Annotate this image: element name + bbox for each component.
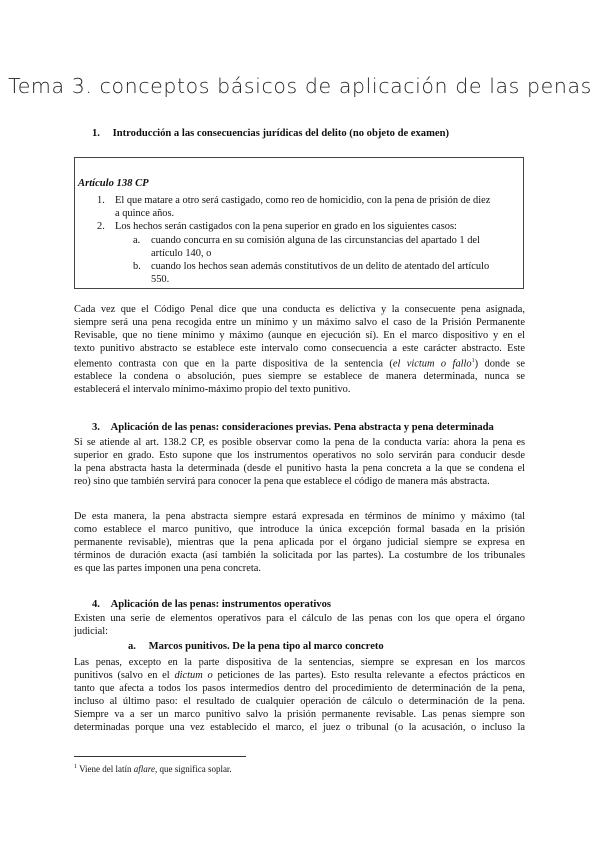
article-138-box (74, 157, 524, 289)
subsection-4a-title: Marcos punitivos. De la pena tipo al marco concreto (148, 641, 384, 652)
article-sub-b-line-2: 550. (151, 274, 170, 285)
article-sub-a-line-1: cuando concurra en su comisión alguna de las circunstancias del apartado 1 del (151, 235, 480, 246)
paragraph-5-line: incluso al último paso: el resultado de cualquier operación de cálculo o determinación de la pena. (74, 696, 525, 707)
paragraph-2-line: superior en grado. Esto supone que los instrumentos operativos no solo servirán para conducir desde (74, 450, 525, 461)
footnote (74, 764, 232, 774)
footnote-text: Viene del latín (77, 764, 134, 774)
section-1-number: 1. (92, 128, 100, 139)
article-sub-a-line-2: artículo 140, o (151, 248, 212, 259)
paragraph-3-line: como establece el marco punitivo, que introduce la única excepción formal basada en la prisión (74, 524, 525, 535)
section-3-number: 3. (92, 422, 100, 433)
article-sub-a-letter: a. (133, 235, 141, 246)
paragraph-5-text: punitivos (salvo en el (74, 670, 175, 681)
paragraph-5-line: Siempre va a ser un marco punitivo salvo la prisión permanente revisable. Las penas siempre son (74, 709, 525, 720)
page-title: Tema 3. conceptos básicos de aplicación de las penas (8, 74, 592, 98)
article-item-2-number: 2. (97, 221, 105, 232)
paragraph-1-line: Revisable, que no tiene mínimo y máximo (aunque en ejecución sí). En el marco dispositivo y en el (74, 330, 525, 341)
paragraph-5-line (74, 669, 525, 682)
footnote-italic: aflare (133, 764, 155, 774)
paragraph-3-line: es que las partes imponen una pena concreta. (74, 563, 261, 574)
section-4-heading (92, 599, 331, 610)
paragraph-5-line: Las penas, excepto en la parte dispositiva de la sentencias, siempre se expresan en los marcos (74, 657, 525, 668)
paragraph-2-line: Si se atiende al art. 138.2 CP, es posible observar como la pena de la conducta varía: ahora la pena es (74, 437, 525, 448)
article-sub-b-line-1: cuando los hechos sean además constitutivos de un delito de atentado del artículo (151, 261, 490, 272)
paragraph-5 (74, 656, 525, 734)
article-item-1-number: 1. (97, 195, 105, 206)
paragraph-3 (74, 510, 525, 575)
paragraph-1-line: siempre será una pena recogida entre un mínimo y un máximo salvo el caso de la Prisión Permanente (74, 317, 525, 328)
paragraph-1-line: establece la condena o absolución, pues siempre se establece de manera determinada, nunca se (74, 371, 525, 383)
section-1-title: Introducción a las consecuencias jurídicas del delito (no objeto de examen) (112, 128, 450, 139)
footnote-divider (74, 756, 246, 757)
article-sub-b-letter: b. (133, 261, 141, 272)
paragraph-2-line: la pena abstracta hasta la determinada (desde el punitivo hasta la pena concreta a la que se condena el (74, 463, 525, 474)
paragraph-3-line: De esta manera, la pena abstracta siempre estará expresada en términos de mínimo y máximo (tal (74, 511, 525, 522)
footnote-number: 1 (74, 764, 77, 770)
paragraph-5-italic: dictum o (174, 670, 213, 681)
article-title: Artículo 138 CP (78, 178, 149, 189)
section-4-number: 4. (92, 599, 100, 610)
paragraph-3-line: permanente revisable), mientras que la pena aplicada por el órgano judicial siempre se expresa en (74, 537, 525, 548)
subsection-4a-heading (128, 641, 384, 652)
paragraph-2-line: reo) sino que también servirá para conocer la pena que establece el código de manera más abstracta. (74, 476, 490, 487)
section-3-title: Aplicación de las penas: consideraciones previas. Pena abstracta y pena determinada (110, 422, 494, 433)
section-4-title: Aplicación de las penas: instrumentos operativos (110, 599, 332, 610)
paragraph-1-italic: el victum o fallo (392, 358, 472, 370)
paragraph-1-line: texto punitivo abstracto se establece este intervalo como consecuencia a este carácter abstracto. Este (74, 343, 525, 354)
article-item-2-line-1: Los hechos serán castigados con la pena superior en grado en los siguientes casos: (115, 221, 457, 232)
article-item-1-line-1: El que matare a otro será castigado, como reo de homicidio, con la pena de prisión de diez (115, 195, 491, 206)
footnote-text: , que significa soplar. (154, 764, 232, 774)
footnote-ref: 1 (471, 358, 475, 364)
paragraph-1-text: ) donde se (474, 358, 525, 370)
paragraph-1-line: Cada vez que el Código Penal dice que una conducta es delictiva y la consecuente pena asignada, (74, 304, 525, 315)
paragraph-4-line: judicial: (74, 626, 109, 637)
paragraph-1 (74, 303, 525, 396)
paragraph-1-text: elemento contrasta con que en la parte dispositiva de la sentencia ( (74, 358, 393, 370)
article-item-1-line-2: a quince años. (115, 208, 175, 219)
paragraph-5-line: tanto que afecta a todos los pasos intermedios dentro del procedimiento de determinación de la pena, (74, 683, 525, 694)
section-3-heading (92, 422, 494, 433)
paragraph-4-line: Existen una serie de elementos operativos para el cálculo de las penas con los que opera el órgano (74, 613, 525, 624)
subsection-4a-letter: a. (128, 641, 136, 652)
paragraph-5-text: peticiones de las partes). Esto resulta relevante a efectos prácticos en (212, 670, 525, 681)
paragraph-2 (74, 436, 525, 488)
paragraph-1-line: establecerá el intervalo mínimo-máximo propio del texto punitivo. (74, 384, 351, 396)
paragraph-5-line: determinadas porque una vez establecido el marco, el juez o tribunal (o la acusación, o incluso la (74, 722, 525, 733)
section-1-heading (92, 128, 449, 139)
paragraph-1-line (74, 355, 525, 370)
paragraph-4 (74, 612, 525, 638)
paragraph-3-line: términos de duración exacta (así también la solicitada por las partes). La costumbre de los tribunales (74, 550, 525, 561)
